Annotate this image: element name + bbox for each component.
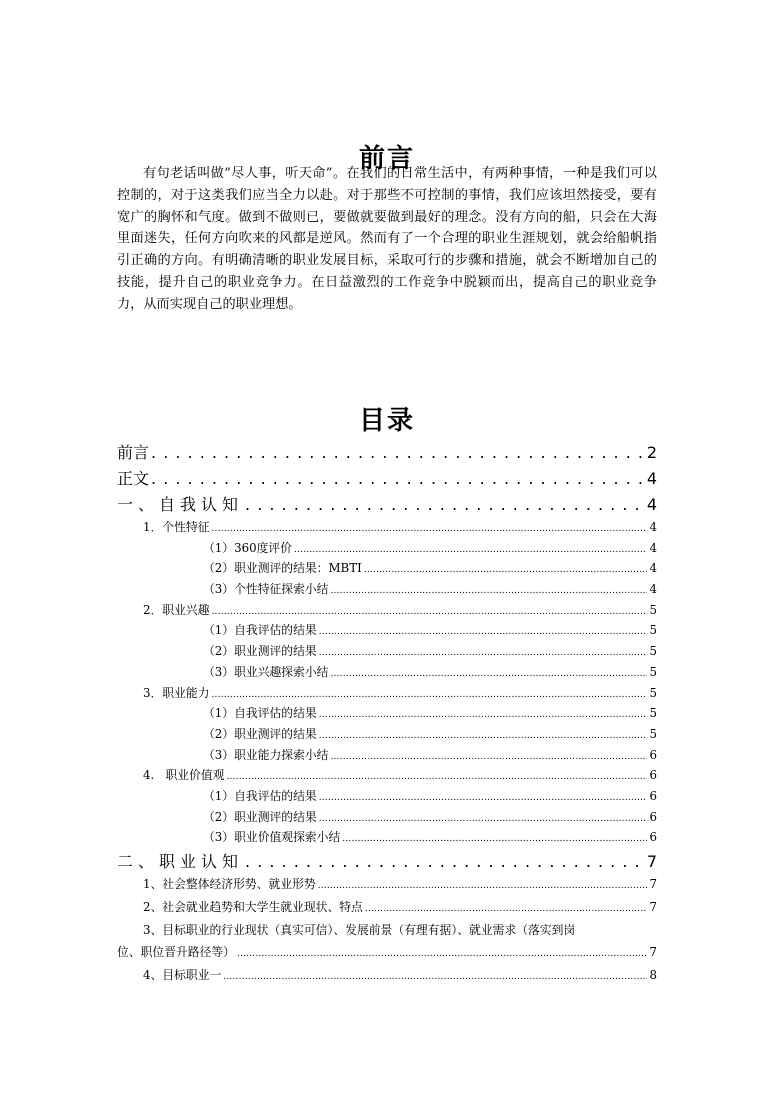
toc-entry-label: 前言 (117, 443, 150, 462)
toc-entry[interactable] (117, 492, 657, 518)
toc-entry[interactable] (117, 704, 657, 725)
toc-entry[interactable] (117, 684, 657, 705)
toc-entry-page: 4 (649, 520, 657, 534)
dot-leader (319, 810, 648, 824)
dot-leader (223, 968, 647, 982)
toc-entry-page: 5 (649, 726, 657, 741)
toc-entry-page: 6 (649, 768, 657, 783)
toc-entry[interactable] (117, 663, 657, 684)
toc-entry-page: 4 (649, 561, 657, 576)
dot-leader (151, 469, 645, 488)
dot-leader (212, 686, 648, 700)
toc-entry-label: （2）职业测评的结果 (203, 644, 317, 659)
toc-entry-label: （3）个性特征探索小结 (203, 582, 329, 597)
dot-leader (151, 443, 645, 462)
dot-leader (365, 900, 648, 914)
toc-entry-label: （1）自我评估的结果 (203, 623, 317, 638)
dot-leader (318, 877, 648, 891)
toc-entry[interactable] (117, 601, 657, 622)
toc-entry-page: 5 (649, 664, 657, 679)
toc-entry-label: 4. 职业价值观 (143, 768, 225, 783)
dot-leader (245, 495, 645, 514)
toc-entry-page: 4 (646, 469, 657, 488)
dot-leader (245, 852, 645, 871)
toc-entry-page: 7 (649, 877, 657, 891)
toc-entry[interactable] (117, 943, 657, 966)
dot-leader (212, 603, 648, 617)
toc-entry[interactable] (117, 849, 657, 875)
toc-entry-page: 5 (649, 644, 657, 659)
dot-leader (342, 830, 647, 844)
toc-entry-label: 2．职业兴趣 (143, 602, 210, 617)
toc-entry-label: （3）职业能力探索小结 (203, 747, 329, 762)
toc-entry-label: （2）职业测评的结果：MBTI (203, 561, 362, 576)
toc-entry-label: 3、目标职业的行业现状（真实可信）、发展前景（有理有据）、就业需求（落实到岗 (143, 923, 576, 937)
toc-entry-page: 8 (649, 968, 657, 982)
toc-entry-page: 7 (646, 852, 657, 871)
toc-entry-label: （2）职业测评的结果 (203, 726, 317, 741)
toc-entry-label: （3）职业兴趣探索小结 (203, 664, 329, 679)
toc-entry[interactable] (117, 787, 657, 808)
toc-entry-label: 4、目标职业一 (143, 968, 222, 982)
toc-entry-page: 6 (649, 830, 657, 845)
toc-entry-label: 正文 (117, 469, 150, 488)
toc-entry-page: 5 (649, 602, 657, 617)
dot-leader (364, 561, 648, 575)
toc-entry-label: （1）自我评估的结果 (203, 788, 317, 803)
dot-leader (237, 945, 648, 959)
toc-entry[interactable] (117, 580, 657, 601)
dot-leader (319, 706, 648, 720)
toc-entry-label: （3）职业价值观探索小结 (203, 830, 341, 845)
toc-entry[interactable] (117, 966, 657, 989)
toc-entry-label: 1、社会整体经济形势、就业形势 (143, 877, 316, 891)
toc-entry[interactable] (117, 466, 657, 492)
dot-leader (330, 582, 647, 596)
toc-entry-label: 3．职业能力 (143, 685, 210, 700)
dot-leader (319, 789, 648, 803)
toc-entry[interactable] (117, 875, 657, 898)
toc-entry-label: 位、职位晋升路径等） (117, 945, 235, 959)
toc-entry-page: 4 (649, 540, 657, 555)
toc-entry-page: 5 (649, 685, 657, 700)
toc-title: 目录 (358, 406, 415, 436)
toc-entry-label: 一、自我认知 (117, 495, 244, 514)
foreword-body: 有句老话叫做“尽人事，听天命”。在我们的日常生活中，有两种事情，一种是我们可以控制的，对于这类我们应当全力以赴。对于那些不可控制的事情，我们应该坦然接受，要有宽广的胸怀和气度。做到不做则已，要做就要做到最好的理念。没有方向的船，只会在大海里面迷失，任何方向吹来的风都是逆风。然而有了一个合理的职业生涯规划，就会给船帆指引正确的方向。有明确清晰的职业发展目标，采取可行的步骤和措施，就会不断增加自己的技能，提升自己的职业竞争力。在日益激烈的工作竞争中脱颖而出，提高自己的职业竞争力，从而实现自己的职业理想。 (117, 166, 657, 312)
toc-entry-page: 6 (649, 809, 657, 824)
toc-entry-label: 2、社会就业趋势和大学生就业现状、特点 (143, 900, 363, 914)
dot-leader (330, 665, 647, 679)
toc-entry[interactable] (117, 766, 657, 787)
toc-entry-page: 5 (649, 623, 657, 638)
toc-entry[interactable] (117, 808, 657, 829)
dot-leader (319, 644, 648, 658)
dot-leader (294, 541, 647, 555)
toc-entry-page: 6 (649, 747, 657, 762)
toc-entry-page: 5 (649, 706, 657, 721)
toc-entry[interactable] (117, 621, 657, 642)
dot-leader (319, 727, 648, 741)
toc-entry[interactable] (117, 518, 657, 539)
toc-entry-label: 二、职业认知 (117, 852, 244, 871)
table-of-contents (117, 440, 657, 989)
toc-entry[interactable] (117, 725, 657, 746)
toc-entry[interactable] (117, 642, 657, 663)
toc-entry-wrapped[interactable] (117, 921, 657, 943)
toc-entry[interactable] (117, 559, 657, 580)
dot-leader (227, 768, 648, 782)
toc-entry[interactable] (117, 828, 657, 849)
toc-entry-page: 4 (646, 495, 657, 514)
toc-entry-label: （2）职业测评的结果 (203, 809, 317, 824)
toc-entry[interactable] (117, 746, 657, 767)
toc-entry-page: 2 (646, 443, 657, 462)
toc-entry[interactable] (117, 440, 657, 466)
foreword-title: 前言 (358, 144, 415, 174)
toc-entry-page: 4 (649, 582, 657, 597)
toc-entry-label: （1）360度评价 (203, 540, 293, 555)
dot-leader (330, 748, 647, 762)
dot-leader (212, 520, 648, 534)
toc-entry-label: （1）自我评估的结果 (203, 706, 317, 721)
toc-entry-page: 7 (649, 945, 657, 959)
toc-entry[interactable] (117, 539, 657, 560)
toc-entry-page: 6 (649, 788, 657, 803)
dot-leader (319, 623, 648, 637)
toc-entry-label: 1．个性特征 (143, 520, 210, 534)
toc-entry[interactable] (117, 898, 657, 921)
toc-entry-page: 7 (649, 900, 657, 914)
